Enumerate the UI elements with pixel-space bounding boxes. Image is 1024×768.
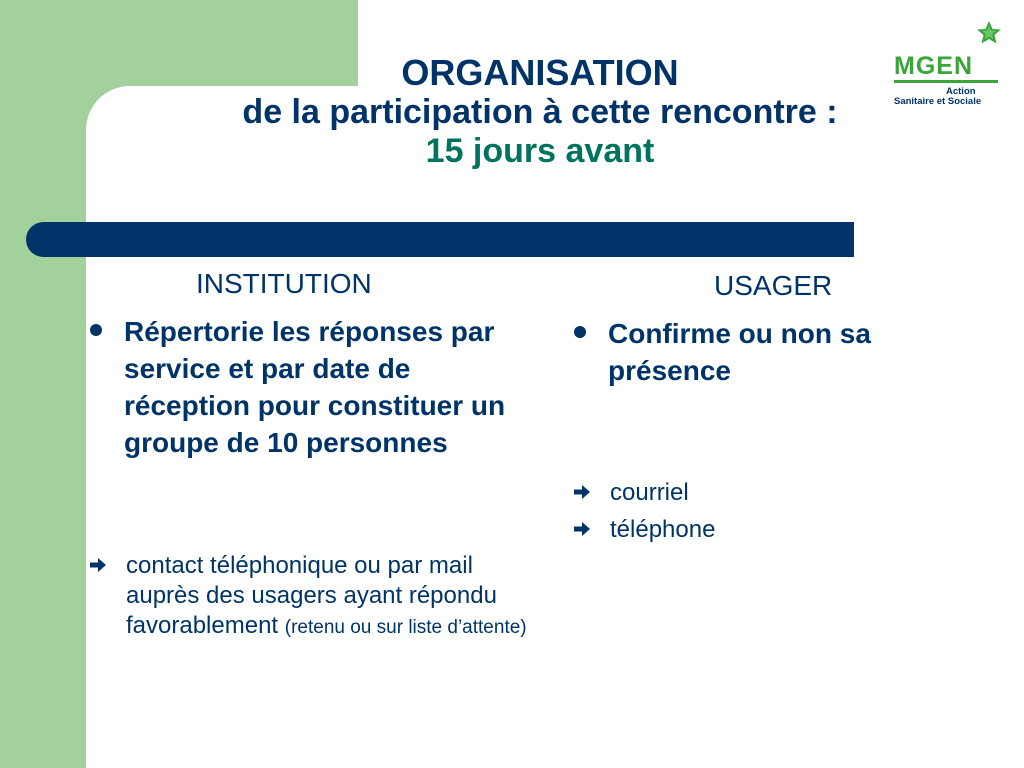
usager-arrow-item <box>574 478 974 508</box>
title-divider-bar <box>26 222 854 257</box>
arrow-right-icon <box>574 485 590 499</box>
arrow-right-icon <box>90 558 106 572</box>
institution-arrow-text <box>126 551 530 643</box>
institution-arrow-item <box>90 551 530 643</box>
institution-bullet-text: Répertorie les réponses par service et par date de réception pour constituer un groupe de 10 personnes <box>124 316 506 458</box>
usager-bullet-text: Confirme ou non sa présence <box>608 318 871 386</box>
slide-title <box>110 52 970 172</box>
logo-subline-2: Sanitaire et Sociale <box>894 96 982 107</box>
logo-subline-1: Action <box>946 86 976 97</box>
institution-arrow-main-text: contact téléphonique ou par mail auprès des usagers ayant répondu favorablement <box>126 552 497 639</box>
usager-arrow-text-2: téléphone <box>610 516 716 543</box>
usager-heading: USAGER <box>714 270 833 301</box>
star-icon <box>977 21 1001 44</box>
bullet-dot-icon <box>90 324 102 336</box>
title-line-3: 15 jours avant <box>425 132 655 171</box>
institution-arrow-note: (retenu ou sur liste d’attente) <box>284 617 527 638</box>
usager-arrow-item <box>574 515 974 545</box>
bullet-dot-icon <box>574 326 586 338</box>
mgen-logo <box>888 16 1006 108</box>
usager-bullet-item <box>574 315 974 389</box>
title-line-2: de la participation à cette rencontre : <box>242 93 838 132</box>
institution-bullet-item <box>90 313 530 461</box>
logo-brand-text: MGEN <box>894 52 973 80</box>
arrow-right-icon <box>574 522 590 536</box>
institution-heading: INSTITUTION <box>196 268 372 299</box>
usager-arrow-text-1: courriel <box>610 479 689 506</box>
title-line-1: ORGANISATION <box>401 52 679 93</box>
